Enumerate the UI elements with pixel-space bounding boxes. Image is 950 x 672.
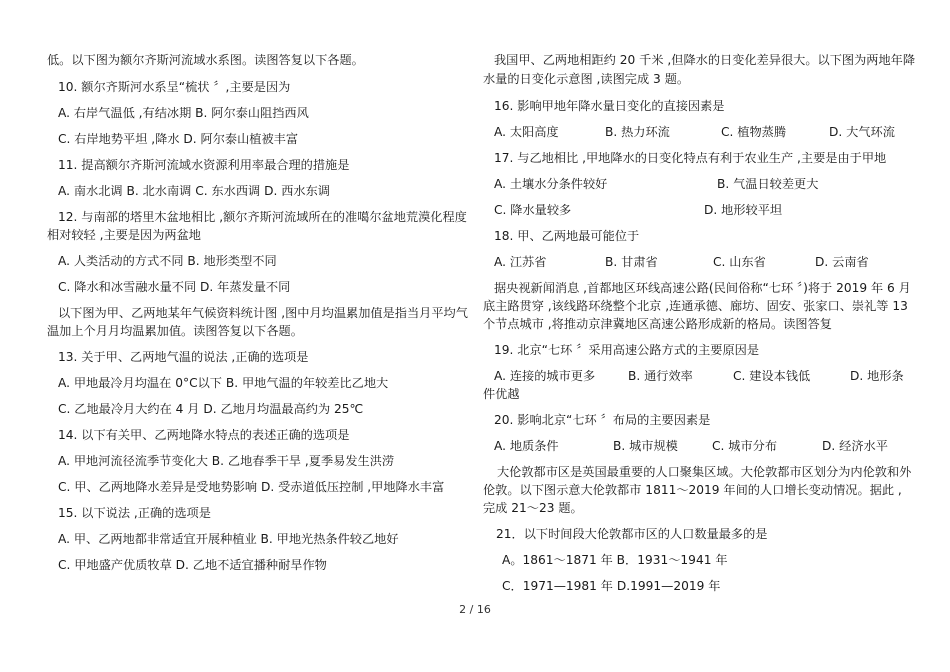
question-17-option-b: B. 气温日较差更大 [717, 177, 819, 191]
question-21-options-cd: C．1971—1981 年 D.1991—2019 年 [502, 579, 721, 593]
question-16-option-c: C. 植物蒸腾 [721, 125, 787, 139]
question-20-option-b: B. 城市规模 [613, 439, 678, 453]
question-19-option-b: B. 通行效率 [628, 369, 693, 383]
question-20-option-a: A. 地质条件 [494, 439, 559, 453]
question-13-options-cd: C. 乙地最冷月大约在 4 月 D. 乙地月均温最高约为 25℃ [58, 402, 364, 416]
question-20-option-d: D. 经济水平 [822, 439, 888, 453]
question-10-options-ab: A. 右岸气温低 ,有结冰期 B. 阿尔泰山阻挡西风 [58, 106, 309, 120]
question-12-options-ab: A. 人类活动的方式不同 B. 地形类型不同 [58, 254, 277, 268]
left-intro-line: 低。以下图为额尔齐斯河流域水系图。读图答复以下各题。 [47, 53, 364, 67]
question-18-option-b: B. 甘肃省 [605, 255, 658, 269]
question-16: 16. 影响甲地年降水量日变化的直接因素是 [494, 99, 725, 113]
question-19-option-a: A. 连接的城市更多 [494, 369, 596, 383]
question-12-line-1: 12. 与南部的塔里木盆地相比 ,额尔齐斯河流域所在的准噶尔盆地荒漠化程度 [58, 210, 467, 224]
question-21-options-ab: A。1861～1871 年 B．1931～1941 年 [502, 553, 728, 567]
question-19-option-d: D. 地形条 [850, 369, 904, 383]
question-14-options-cd: C. 甲、乙两地降水差异是受地势影响 D. 受赤道低压控制 ,甲地降水丰富 [58, 480, 445, 494]
question-14: 14. 以下有关甲、乙两地降水特点的表述正确的选项是 [58, 428, 350, 442]
intro-climate-line-2: 温加上个月月均温累加值。读图答复以下各题。 [47, 324, 303, 338]
question-18-option-a: A. 江苏省 [494, 255, 547, 269]
question-12-options-cd: C. 降水和冰雪融水量不同 D. 年蒸发量不同 [58, 280, 291, 294]
question-18: 18. 甲、乙两地最可能位于 [494, 229, 640, 243]
question-10-options-cd: C. 右岸地势平坦 ,降水 D. 阿尔泰山植被丰富 [58, 132, 299, 146]
intro-london-line-3: 完成 21～23 题。 [483, 501, 583, 515]
page-number: 2 / 16 [459, 603, 491, 616]
question-18-option-c: C. 山东省 [713, 255, 766, 269]
intro-rainfall-line-1: 我国甲、乙两地相距约 20 千米 ,但降水的日变化差异很大。以下图为两地年降 [494, 53, 916, 67]
question-13: 13. 关于甲、乙两地气温的说法 ,正确的选项是 [58, 350, 309, 364]
question-11: 11. 提高额尔齐斯河流域水资源利用率最合理的措施是 [58, 158, 350, 172]
question-11-options: A. 南水北调 B. 北水南调 C. 东水西调 D. 西水东调 [58, 184, 330, 198]
question-10: 10. 额尔齐斯河水系呈“梳状 〞,主要是因为 [58, 80, 291, 94]
intro-london-line-1: 大伦敦都市区是英国最重要的人口聚集区域。大伦敦都市区划分为内伦敦和外 [497, 465, 912, 479]
intro-rainfall-line-2: 水量的日变化示意图 ,读图完成 3 题。 [483, 72, 690, 86]
question-20-option-c: C. 城市分布 [712, 439, 778, 453]
question-19-option-d-continued: 件优越 [483, 387, 520, 401]
intro-beltway-line-3: 个节点城市 ,将推动京津冀地区高速公路形成新的格局。读图答复 [483, 317, 832, 331]
question-17: 17. 与乙地相比 ,甲地降水的日变化特点有利于农业生产 ,主要是由于甲地 [494, 151, 887, 165]
intro-climate-line-1: 以下图为甲、乙两地某年气候资料统计图 ,图中月均温累加值是指当月平均气 [58, 306, 468, 320]
question-20: 20. 影响北京“七环 〞布局的主要因素是 [494, 413, 711, 427]
question-19-option-c: C. 建设本钱低 [733, 369, 811, 383]
question-18-option-d: D. 云南省 [815, 255, 869, 269]
question-19: 19. 北京“七环 〞采用高速公路方式的主要原因是 [494, 343, 760, 357]
question-17-option-a: A. 土壤水分条件较好 [494, 177, 608, 191]
question-15-options-ab: A. 甲、乙两地都非常适宜开展种植业 B. 甲地光热条件较乙地好 [58, 532, 399, 546]
question-12-line-2: 相对较轻 ,主要是因为两盆地 [47, 228, 201, 242]
question-15: 15. 以下说法 ,正确的选项是 [58, 506, 211, 520]
question-13-options-ab: A. 甲地最冷月均温在 0°C以下 B. 甲地气温的年较差比乙地大 [58, 376, 389, 390]
intro-london-line-2: 伦敦。以下图示意大伦敦都市 1811～2019 年间的人口增长变动情况。据此 , [483, 483, 902, 497]
question-16-option-b: B. 热力环流 [605, 125, 670, 139]
question-21: 21．以下时间段大伦敦都市区的人口数量最多的是 [496, 527, 768, 541]
question-16-option-d: D. 大气环流 [829, 125, 895, 139]
question-14-options-ab: A. 甲地河流径流季节变化大 B. 乙地春季干旱 ,夏季易发生洪涝 [58, 454, 395, 468]
question-15-options-cd: C. 甲地盛产优质牧草 D. 乙地不适宜播种耐旱作物 [58, 558, 327, 572]
question-16-option-a: A. 太阳高度 [494, 125, 559, 139]
intro-beltway-line-2: 底主路贯穿 ,该线路环绕整个北京 ,连通承德、廊坊、固安、张家口、崇礼等 13 [483, 299, 908, 313]
question-17-option-c: C. 降水量较多 [494, 203, 572, 217]
intro-beltway-line-1: 据央视新闻消息 ,首都地区环线高速公路(民间俗称“七环 〞)将于 2019 年 6 月 [494, 281, 911, 295]
question-17-option-d: D. 地形较平坦 [704, 203, 783, 217]
